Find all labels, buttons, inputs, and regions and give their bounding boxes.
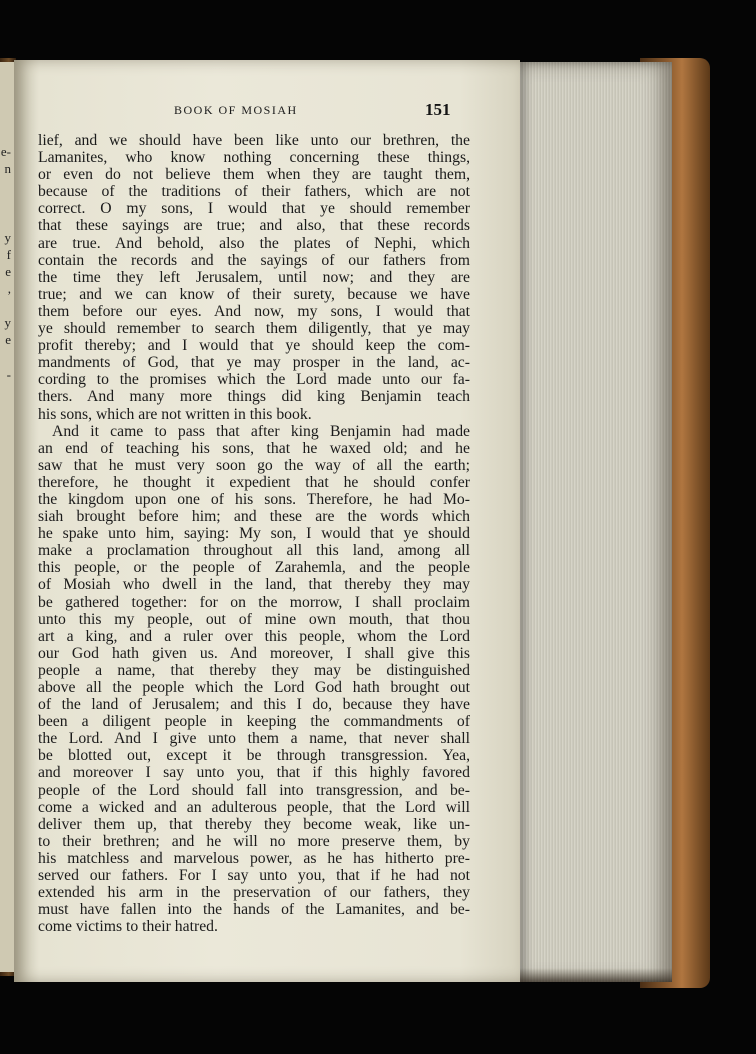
text-line: because of the traditions of their fathers, which are not [38,183,470,201]
text-line: the Lord. And I give unto them a name, that never shall [38,730,470,748]
text-line: the time they left Jerusalem, until now; and they are [38,268,470,286]
previous-page-fragment: e [5,264,11,279]
text-line: And it came to pass that after king Benjamin had made [52,422,470,440]
text-line: them before our eyes. And now, my sons, I would that [38,302,470,320]
text-line: or even do not believe them when they are taught them, [38,166,470,184]
text-line: deliver them up, that thereby they become weak, like un- [38,815,470,833]
body-text [38,132,470,935]
previous-page-fragment: n [4,161,11,176]
text-line: come victims to their hatred. [38,918,218,936]
text-line: been a diligent people in keeping the commandments of [38,713,470,731]
text-line: Lamanites, who know nothing concerning these things, [38,149,470,167]
previous-page-fragment: , [7,281,11,296]
text-line: that these sayings are true; and also, that these records [38,217,470,235]
text-line: art a king, and a ruler over this people, whom the Lord [38,627,470,645]
text-line: above all the people which the Lord God hath brought out [38,679,470,696]
previous-page-fragment: e- [0,144,11,159]
page-number: 151 [425,100,451,119]
text-line: his sons, which are not written in this book. [38,405,312,423]
text-line: people a name, that thereby they may be distinguished [38,661,470,679]
text-line: to their brethren; and he will no more preserve them, by [38,832,470,850]
page-edges-shadow [520,968,672,982]
paragraph-2 [38,423,470,936]
previous-page-fragment: e [5,332,11,347]
previous-page-fragment: - [6,367,11,382]
text-line: of the land of Jerusalem; and this I do, because they have [38,696,470,714]
text-line: and moreover I say unto you, that if this highly favored [38,764,470,782]
previous-page-fragment: f [6,247,11,262]
paragraph-1 [38,132,470,423]
running-head [14,100,520,125]
previous-page-edge [0,62,14,972]
text-line: the kingdom upon one of his sons. Therefore, he had Mo- [38,490,470,508]
text-line: be blotted out, except it be through transgression. Yea, [38,747,470,765]
previous-page-fragment: y [4,230,11,245]
text-line: siah brought before him; and these are the words which [38,508,470,526]
running-title: BOOK OF MOSIAH [174,103,298,117]
text-line: ye should remember to search them diligently, that ye may [38,320,470,338]
text-line: served our fathers. For I say unto you, that if he had not [38,867,470,885]
text-line: his matchless and marvelous power, as he has hitherto pre- [38,849,470,867]
text-line: true; and we can know of their surety, because we have [38,285,470,303]
text-line: extended his arm in the preservation of our fathers, they [38,884,470,902]
text-line: this people, or the people of Zarahemla, and the people [38,559,470,577]
text-line: thers. And many more things did king Benjamin teach [38,388,470,406]
text-line: contain the records and the sayings of our fathers from [38,251,470,269]
text-line: come a wicked and an adulterous people, that the Lord will [38,798,470,816]
text-line: our God hath given us. And moreover, I shall give this [38,644,470,662]
text-line: of Mosiah who dwell in the land, that thereby they may [38,576,470,594]
text-line: are true. And behold, also the plates of Nephi, which [38,234,470,252]
text-line: cording to the promises which the Lord made unto our fa- [38,371,470,389]
previous-page-fragment: y [4,315,11,330]
text-line: lief, and we should have been like unto our brethren, the [38,132,470,149]
text-line: saw that he must very soon go the way of all the earth; [38,456,470,474]
text-line: make a proclamation throughout all this land, among all [38,542,470,560]
text-line: he spake unto him, saying: My son, I would that ye should [38,525,470,543]
text-line: therefore, he thought it expedient that he should confer [38,473,470,491]
text-line: people of the Lord should fall into transgression, and be- [38,781,470,799]
book-page [14,60,520,982]
text-line: be gathered together: for on the morrow, I shall proclaim [38,593,470,611]
text-line: unto this my people, out of mine own mouth, that thou [38,610,470,628]
text-line: must have fallen into the hands of the Lamanites, and be- [38,901,470,919]
text-line: profit thereby; and I would that ye should keep the com- [38,337,470,355]
text-line: correct. O my sons, I would that ye should remember [38,200,470,218]
text-line: mandments of God, that ye may prosper in the land, ac- [38,354,470,372]
page-edges [520,62,672,982]
text-line: an end of teaching his sons, that he waxed old; and he [38,439,470,457]
